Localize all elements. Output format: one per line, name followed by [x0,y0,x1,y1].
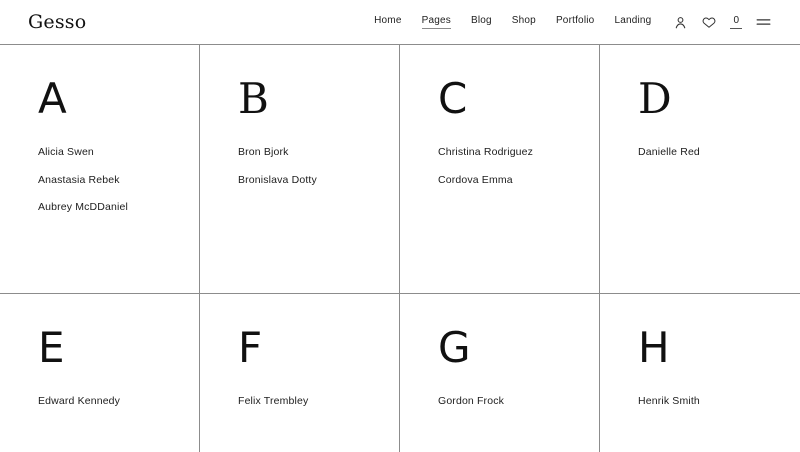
account-icon[interactable] [673,15,688,30]
section-e [0,294,200,452]
nav-item-pages[interactable]: Pages [422,15,451,29]
nav-item-home[interactable]: Home [374,15,402,26]
name-list [38,396,169,407]
main-nav [374,15,651,29]
header-icons [673,15,772,30]
person-link[interactable]: Edward Kennedy [38,395,121,408]
name-list [438,396,569,407]
nav-item-landing[interactable]: Landing [614,15,652,26]
person-link[interactable]: Aubrey McDDaniel [38,201,128,214]
person-link[interactable]: Danielle Red [638,146,700,159]
section-letter: D [638,74,672,123]
menu-icon[interactable] [755,15,772,29]
logo[interactable]: Gesso [28,11,87,33]
person-link[interactable]: Alicia Swen [38,146,94,159]
section-letter: H [638,323,670,372]
section-letter: G [438,323,471,372]
alphabet-grid [0,45,800,452]
section-letter: B [238,74,269,123]
name-list [238,396,369,407]
section-a [0,45,200,294]
section-letter: E [38,323,65,372]
section-g [400,294,600,452]
name-list [238,147,369,185]
person-link[interactable]: Cordova Emma [438,173,513,186]
nav-item-shop[interactable]: Shop [511,15,536,26]
person-link[interactable]: Anastasia Rebek [38,173,120,186]
section-c [400,45,600,294]
section-letter: C [438,74,468,123]
section-letter: F [238,323,263,372]
section-f [200,294,400,452]
person-link[interactable]: Gordon Frock [438,395,504,408]
section-d [600,45,800,294]
section-b [200,45,400,294]
person-link[interactable]: Bronislava Dotty [238,173,317,186]
name-list [438,147,569,185]
section-letter: A [38,74,67,123]
name-list [638,147,770,158]
name-list [638,396,770,407]
person-link[interactable]: Felix Trembley [238,395,309,408]
cart-count[interactable]: 0 [730,15,742,29]
nav-item-portfolio[interactable]: Portfolio [555,15,595,26]
person-link[interactable]: Henrik Smith [638,395,700,408]
header [0,0,800,45]
wishlist-heart-icon[interactable] [701,15,717,30]
person-link[interactable]: Christina Rodriguez [438,146,534,159]
section-h [600,294,800,452]
person-link[interactable]: Bron Bjork [238,146,289,159]
name-list [38,147,169,213]
nav-item-blog[interactable]: Blog [470,15,492,26]
